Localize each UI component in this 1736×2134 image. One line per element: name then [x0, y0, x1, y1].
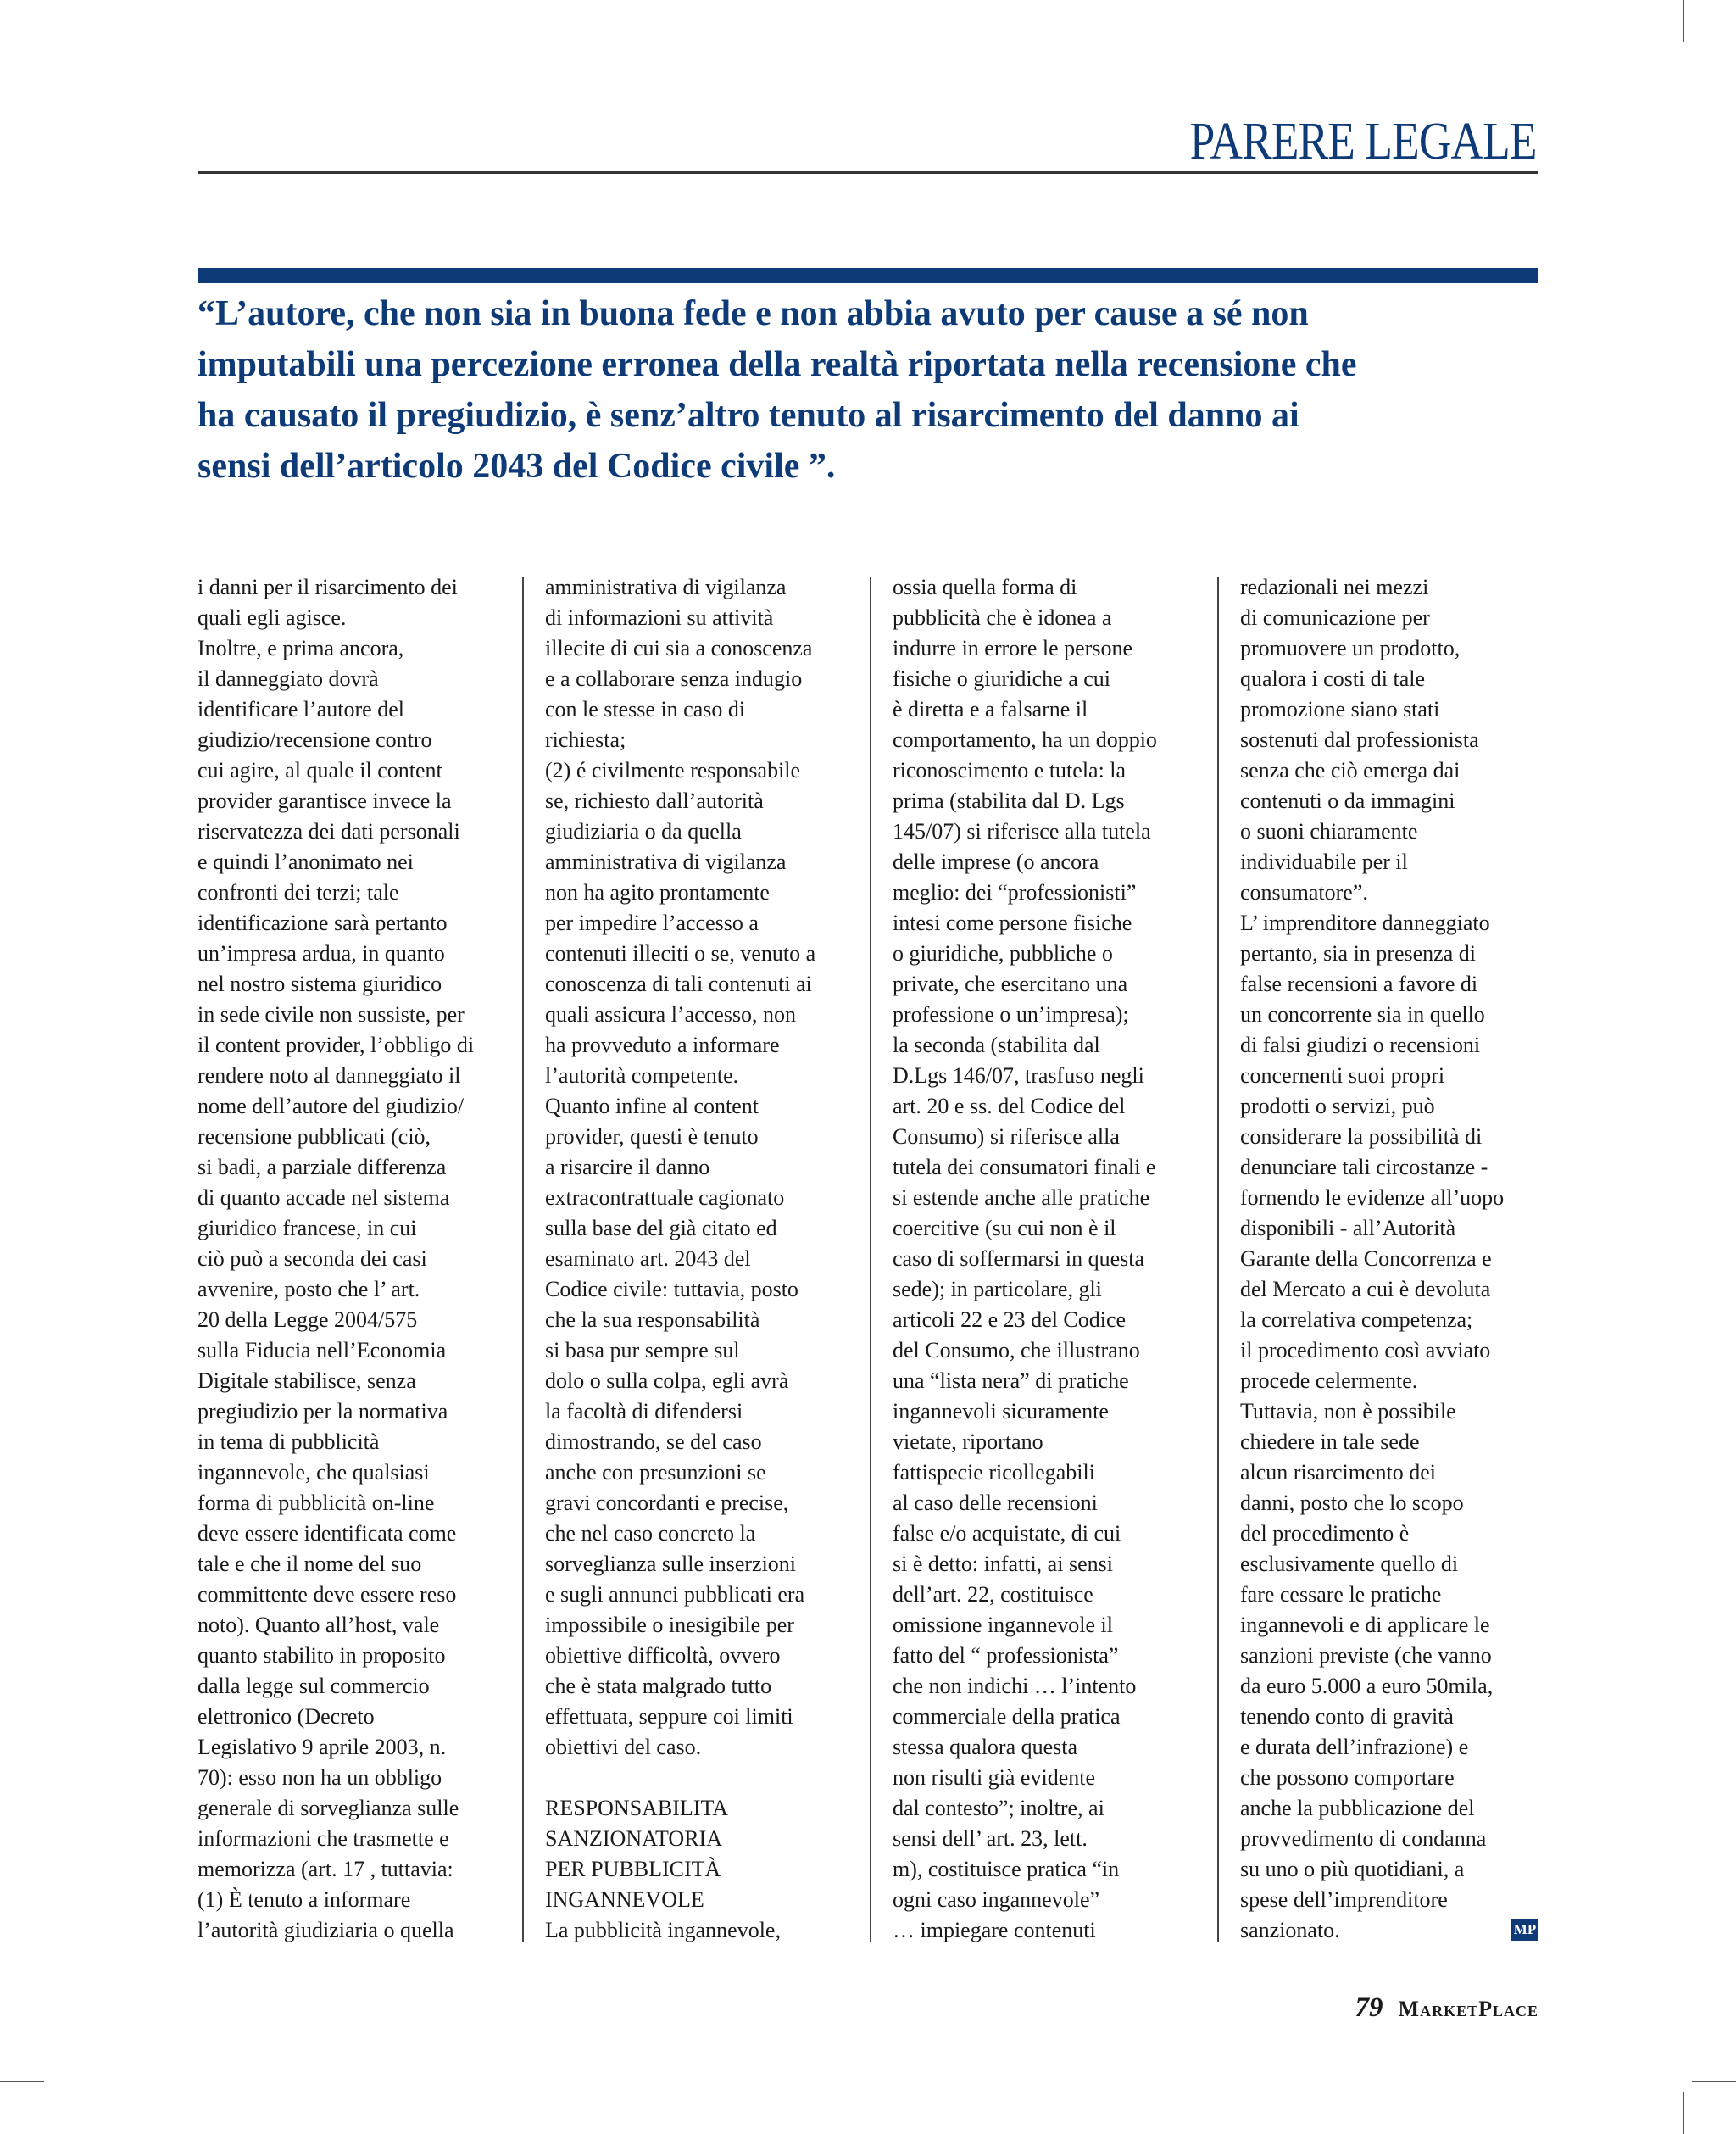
- text-line: contenuti illeciti o se, venuto a: [545, 941, 816, 966]
- text-line: INGANNEVOLE: [545, 1887, 704, 1912]
- crop-mark: [1683, 2092, 1684, 2134]
- text-line: D.Lgs 146/07, trasfuso negli: [893, 1063, 1144, 1088]
- text-line: amministrativa di vigilanza: [545, 850, 787, 874]
- header-rule: [198, 171, 1538, 174]
- text-line: la facoltà di difendersi: [545, 1399, 743, 1424]
- column-separator: [1217, 577, 1219, 1942]
- text-line: private, che esercitano una: [893, 972, 1128, 996]
- text-line: false e/o acquistate, di cui: [893, 1521, 1121, 1546]
- text-line: Codice civile: tuttavia, posto: [545, 1277, 798, 1301]
- text-line: pubblicità che è idonea a: [893, 605, 1112, 630]
- text-line: pregiudizio per la normativa: [198, 1399, 448, 1424]
- section-title: PARERE LEGALE: [1190, 113, 1537, 170]
- text-line: in tema di pubblicità: [198, 1429, 380, 1454]
- text-line: riservatezza dei dati personali: [198, 819, 460, 844]
- text-line: dimostrando, se del caso: [545, 1429, 762, 1454]
- text-line: sorveglianza sulle inserzioni: [545, 1552, 797, 1576]
- text-line: ingannevole, che qualsiasi: [198, 1460, 430, 1485]
- text-line: e a collaborare senza indugio: [545, 666, 803, 691]
- text-line: commerciale della pratica: [893, 1704, 1121, 1729]
- text-line: redazionali nei mezzi: [1240, 575, 1429, 599]
- text-line: SANZIONATORIA: [545, 1826, 722, 1851]
- text-line: fatto del “ professionista”: [893, 1643, 1119, 1668]
- text-line: che la sua responsabilità: [545, 1307, 760, 1332]
- text-line: provider, questi è tenuto: [545, 1124, 759, 1149]
- text-line: spese dell’imprenditore: [1240, 1887, 1448, 1912]
- text-line: obiettive difficoltà, ovvero: [545, 1643, 781, 1668]
- text-line: chiedere in tale sede: [1240, 1429, 1420, 1454]
- text-line: sostenuti dal professionista: [1240, 727, 1479, 752]
- text-line: giudizio/recensione contro: [198, 727, 432, 752]
- text-line: si è detto: infatti, ai sensi: [893, 1552, 1113, 1576]
- text-line: esclusivamente quello di: [1240, 1552, 1459, 1576]
- page-footer: [1355, 1992, 1538, 2024]
- text-line: (2) é civilmente responsabile: [545, 758, 801, 783]
- text-line: di quanto accade nel sistema: [198, 1185, 450, 1210]
- text-line: e sugli annunci pubblicati era: [545, 1582, 805, 1607]
- text-line: identificazione sarà pertanto: [198, 911, 448, 935]
- crop-mark: [1683, 0, 1684, 42]
- text-line: che è stata malgrado tutto: [545, 1674, 772, 1698]
- text-line: provider garantisce invece la: [198, 788, 452, 813]
- text-line: giudiziaria o da quella: [545, 819, 742, 844]
- pull-quote-line: imputabili una percezione erronea della realtà riportata nella recensione che: [198, 345, 1357, 384]
- end-mark-logo: MP: [1511, 1919, 1538, 1941]
- text-line: ha provveduto a informare: [545, 1033, 780, 1057]
- text-line: ogni caso ingannevole”: [893, 1887, 1100, 1912]
- text-line: forma di pubblicità on-line: [198, 1490, 435, 1515]
- text-line: contenuti o da immagini: [1240, 788, 1455, 813]
- text-line: che nel caso concreto la: [545, 1521, 756, 1546]
- text-line: del procedimento è: [1240, 1521, 1410, 1546]
- text-line: fornendo le evidenze all’uopo: [1240, 1185, 1505, 1210]
- text-line: Digitale stabilisce, senza: [198, 1368, 416, 1393]
- text-line: di comunicazione per: [1240, 605, 1430, 630]
- text-line: dolo o sulla colpa, egli avrà: [545, 1368, 789, 1393]
- text-line: senza che ciò emerga dai: [1240, 758, 1461, 783]
- text-line: quali egli agisce.: [198, 605, 347, 630]
- text-line: nel nostro sistema giuridico: [198, 972, 442, 996]
- text-line: comportamento, ha un doppio: [893, 727, 1157, 752]
- text-line: noto). Quanto all’host, vale: [198, 1613, 440, 1637]
- pull-quote-line: sensi dell’articolo 2043 del Codice civile ”.: [198, 447, 836, 486]
- text-line: la seconda (stabilita dal: [893, 1033, 1100, 1057]
- text-line: danni, posto che lo scopo: [1240, 1490, 1464, 1515]
- crop-mark: [0, 2081, 44, 2082]
- text-line: Quanto infine al content: [545, 1094, 759, 1118]
- text-line: del Mercato a cui è devoluta: [1240, 1277, 1491, 1301]
- text-line: il content provider, l’obbligo di: [198, 1033, 475, 1057]
- text-line: individuabile per il: [1240, 850, 1408, 874]
- text-line: impossibile o inesigibile per: [545, 1613, 794, 1637]
- text-line: promuovere un prodotto,: [1240, 636, 1461, 660]
- text-line: professione o un’impresa);: [893, 1002, 1129, 1027]
- text-line: consumatore”.: [1240, 880, 1368, 905]
- text-line: rendere noto al danneggiato il: [198, 1063, 461, 1088]
- text-line: indurre in errore le persone: [893, 636, 1132, 660]
- text-line: meglio: dei “professionisti”: [893, 880, 1137, 905]
- text-line: per impedire l’accesso a: [545, 911, 759, 935]
- text-line: PER PUBBLICITÀ: [545, 1857, 721, 1881]
- text-line: dal contesto”; inoltre, ai: [893, 1796, 1104, 1820]
- text-line: sulla base del già citato ed: [545, 1216, 777, 1240]
- text-line: ciò può a seconda dei casi: [198, 1246, 427, 1271]
- text-line: avvenire, posto che l’ art.: [198, 1277, 420, 1301]
- text-line: 70): esso non ha un obbligo: [198, 1765, 442, 1790]
- text-line: è diretta e a falsarne il: [893, 697, 1088, 722]
- quote-bar: [198, 268, 1538, 283]
- text-line: caso di soffermarsi in questa: [893, 1246, 1144, 1271]
- text-line: fattispecie ricollegabili: [893, 1460, 1095, 1485]
- text-line: effettuata, seppure coi limiti: [545, 1704, 793, 1729]
- text-line: qualora i costi di tale: [1240, 666, 1426, 691]
- text-line: vietate, riportano: [893, 1429, 1043, 1454]
- text-line: extracontrattuale cagionato: [545, 1185, 785, 1210]
- text-line: fisiche o giuridiche a cui: [893, 666, 1111, 691]
- text-line: recensione pubblicati (ciò,: [198, 1124, 431, 1149]
- text-line: si badi, a parziale differenza: [198, 1155, 447, 1179]
- text-line: un concorrente sia in quello: [1240, 1002, 1485, 1027]
- text-line: giuridico francese, in cui: [198, 1216, 417, 1240]
- text-line: dell’art. 22, costituisce: [893, 1582, 1093, 1607]
- text-line: informazioni che trasmette e: [198, 1826, 449, 1851]
- text-line: deve essere identificata come: [198, 1521, 457, 1546]
- text-line: i danni per il risarcimento dei: [198, 575, 458, 599]
- text-line: articoli 22 e 23 del Codice: [893, 1307, 1127, 1332]
- text-line: Tuttavia, non è possibile: [1240, 1399, 1456, 1424]
- text-line: non risulti già evidente: [893, 1765, 1096, 1790]
- text-line: l’autorità competente.: [545, 1063, 739, 1088]
- text-line: tenendo conto di gravità: [1240, 1704, 1454, 1729]
- text-line: 145/07) si riferisce alla tutela: [893, 819, 1151, 844]
- text-line: memorizza (art. 17 , tuttavia:: [198, 1857, 453, 1881]
- text-line: una “lista nera” di pratiche: [893, 1368, 1129, 1393]
- text-line: se, richiesto dall’autorità: [545, 788, 764, 813]
- text-line: gravi concordanti e precise,: [545, 1490, 789, 1515]
- text-line: considerare la possibilità di: [1240, 1124, 1483, 1149]
- text-line: 20 della Legge 2004/575: [198, 1307, 418, 1332]
- text-line: Legislativo 9 aprile 2003, n.: [198, 1735, 447, 1759]
- text-line: quali assicura l’accesso, non: [545, 1002, 797, 1027]
- text-line: L’ imprenditore danneggiato: [1240, 911, 1490, 935]
- text-line: illecite di cui sia a conoscenza: [545, 636, 813, 660]
- text-column-4: [1240, 572, 1562, 1946]
- text-line: in sede civile non sussiste, per: [198, 1002, 465, 1027]
- magazine-name: MarketPlace: [1398, 1997, 1538, 2021]
- text-line: esaminato art. 2043 del: [545, 1246, 751, 1271]
- text-line: si estende anche alle pratiche: [893, 1185, 1150, 1210]
- text-line: false recensioni a favore di: [1240, 972, 1478, 996]
- text-line: confronti dei terzi; tale: [198, 880, 399, 905]
- column-separator: [522, 577, 524, 1942]
- text-line: anche con presunzioni se: [545, 1460, 766, 1485]
- text-line: coercitive (su cui non è il: [893, 1216, 1116, 1240]
- text-line: m), costituisce pratica “in: [893, 1857, 1120, 1881]
- text-line: elettronico (Decreto: [198, 1704, 375, 1729]
- text-line: denunciare tali circostanze -: [1240, 1155, 1488, 1179]
- text-line: anche la pubblicazione del: [1240, 1796, 1475, 1820]
- column-separator: [870, 577, 871, 1942]
- text-line: o suoni chiaramente: [1240, 819, 1418, 844]
- text-line: conoscenza di tali contenuti ai: [545, 972, 812, 996]
- text-line: intesi come persone fisiche: [893, 911, 1132, 935]
- text-line: di falsi giudizi o recensioni: [1240, 1033, 1481, 1057]
- text-line: omissione ingannevole il: [893, 1613, 1113, 1637]
- text-line: Consumo) si riferisce alla: [893, 1124, 1120, 1149]
- pull-quote-line: ha causato il pregiudizio, è senz’altro tenuto al risarcimento del danno ai: [198, 396, 1299, 435]
- text-column-3: [893, 572, 1215, 1946]
- text-line: e durata dell’infrazione) e: [1240, 1735, 1469, 1759]
- text-line: tale e che il nome del suo: [198, 1552, 422, 1576]
- text-line: sanzionato.: [1240, 1918, 1340, 1942]
- pull-quote-line: “L’autore, che non sia in buona fede e non abbia avuto per cause a sé non: [198, 294, 1309, 333]
- text-line: nome dell’autore del giudizio/: [198, 1094, 465, 1118]
- text-line: che possono comportare: [1240, 1765, 1455, 1790]
- page-number: 79: [1355, 1992, 1383, 2023]
- text-line: prima (stabilita dal D. Lgs: [893, 788, 1125, 813]
- crop-mark: [1692, 2081, 1736, 2082]
- text-line: amministrativa di vigilanza: [545, 575, 787, 599]
- text-line: Garante della Concorrenza e: [1240, 1246, 1492, 1271]
- text-line: procede celermente.: [1240, 1368, 1418, 1393]
- text-line: sanzioni previste (che vanno: [1240, 1643, 1492, 1668]
- text-line: l’autorità giudiziaria o quella: [198, 1918, 454, 1942]
- text-line: si basa pur sempre sul: [545, 1338, 740, 1362]
- text-column-2: [545, 572, 867, 1946]
- text-line: La pubblicità ingannevole,: [545, 1918, 781, 1942]
- text-line: identificare l’autore del: [198, 697, 404, 722]
- text-line: non ha agito prontamente: [545, 880, 770, 905]
- text-line: ossia quella forma di: [893, 575, 1077, 599]
- text-line: promozione siano stati: [1240, 697, 1440, 722]
- text-line: riconoscimento e tutela: la: [893, 758, 1127, 783]
- text-line: o giuridiche, pubbliche o: [893, 941, 1113, 966]
- text-line: ingannevoli e di applicare le: [1240, 1613, 1490, 1637]
- text-column-1: [198, 572, 520, 1946]
- text-line: pertanto, sia in presenza di: [1240, 941, 1476, 966]
- text-line: RESPONSABILITA: [545, 1796, 729, 1820]
- text-line: su uno o più quotidiani, a: [1240, 1857, 1465, 1881]
- text-line: a risarcire il danno: [545, 1155, 710, 1179]
- text-line: (1) È tenuto a informare: [198, 1887, 411, 1912]
- text-line: richiesta;: [545, 727, 626, 752]
- text-line: la correlativa competenza;: [1240, 1307, 1473, 1332]
- text-line: il danneggiato dovrà: [198, 666, 379, 691]
- text-line: disponibili - all’Autorità: [1240, 1216, 1456, 1240]
- text-line: sensi dell’ art. 23, lett.: [893, 1826, 1088, 1851]
- text-line: il procedimento così avviato: [1240, 1338, 1491, 1362]
- text-line: di informazioni su attività: [545, 605, 774, 630]
- text-line: dalla legge sul commercio: [198, 1674, 430, 1698]
- text-line: prodotti o servizi, può: [1240, 1094, 1435, 1118]
- text-line: obiettivi del caso.: [545, 1735, 702, 1759]
- text-line: Inoltre, e prima ancora,: [198, 636, 404, 660]
- text-line: sulla Fiducia nell’Economia: [198, 1338, 447, 1362]
- text-line: generale di sorveglianza sulle: [198, 1796, 459, 1820]
- text-line: alcun risarcimento dei: [1240, 1460, 1437, 1485]
- text-line: stessa qualora questa: [893, 1735, 1078, 1759]
- text-line: concernenti suoi propri: [1240, 1063, 1445, 1088]
- text-line: provvedimento di condanna: [1240, 1826, 1487, 1851]
- text-line: che non indichi … l’intento: [893, 1674, 1137, 1698]
- paragraph-gap: [545, 1763, 867, 1793]
- text-line: art. 20 e ss. del Codice del: [893, 1094, 1126, 1118]
- text-line: e quindi l’anonimato nei: [198, 850, 414, 874]
- text-line: ingannevoli sicuramente: [893, 1399, 1109, 1424]
- text-line: un’impresa ardua, in quanto: [198, 941, 445, 966]
- text-line: quanto stabilito in proposito: [198, 1643, 446, 1668]
- text-line: con le stesse in caso di: [545, 697, 746, 722]
- text-line: sede); in particolare, gli: [893, 1277, 1102, 1301]
- text-line: … impiegare contenuti: [893, 1918, 1096, 1942]
- text-line: del Consumo, che illustrano: [893, 1338, 1140, 1362]
- text-line: fare cessare le pratiche: [1240, 1582, 1442, 1607]
- text-line: al caso delle recensioni: [893, 1490, 1098, 1515]
- text-line: tutela dei consumatori finali e: [893, 1155, 1156, 1179]
- text-line: da euro 5.000 a euro 50mila,: [1240, 1674, 1494, 1698]
- text-line: cui agire, al quale il content: [198, 758, 442, 783]
- text-line: committente deve essere reso: [198, 1582, 457, 1607]
- pull-quote: [198, 288, 1538, 492]
- text-line: delle imprese (o ancora: [893, 850, 1099, 874]
